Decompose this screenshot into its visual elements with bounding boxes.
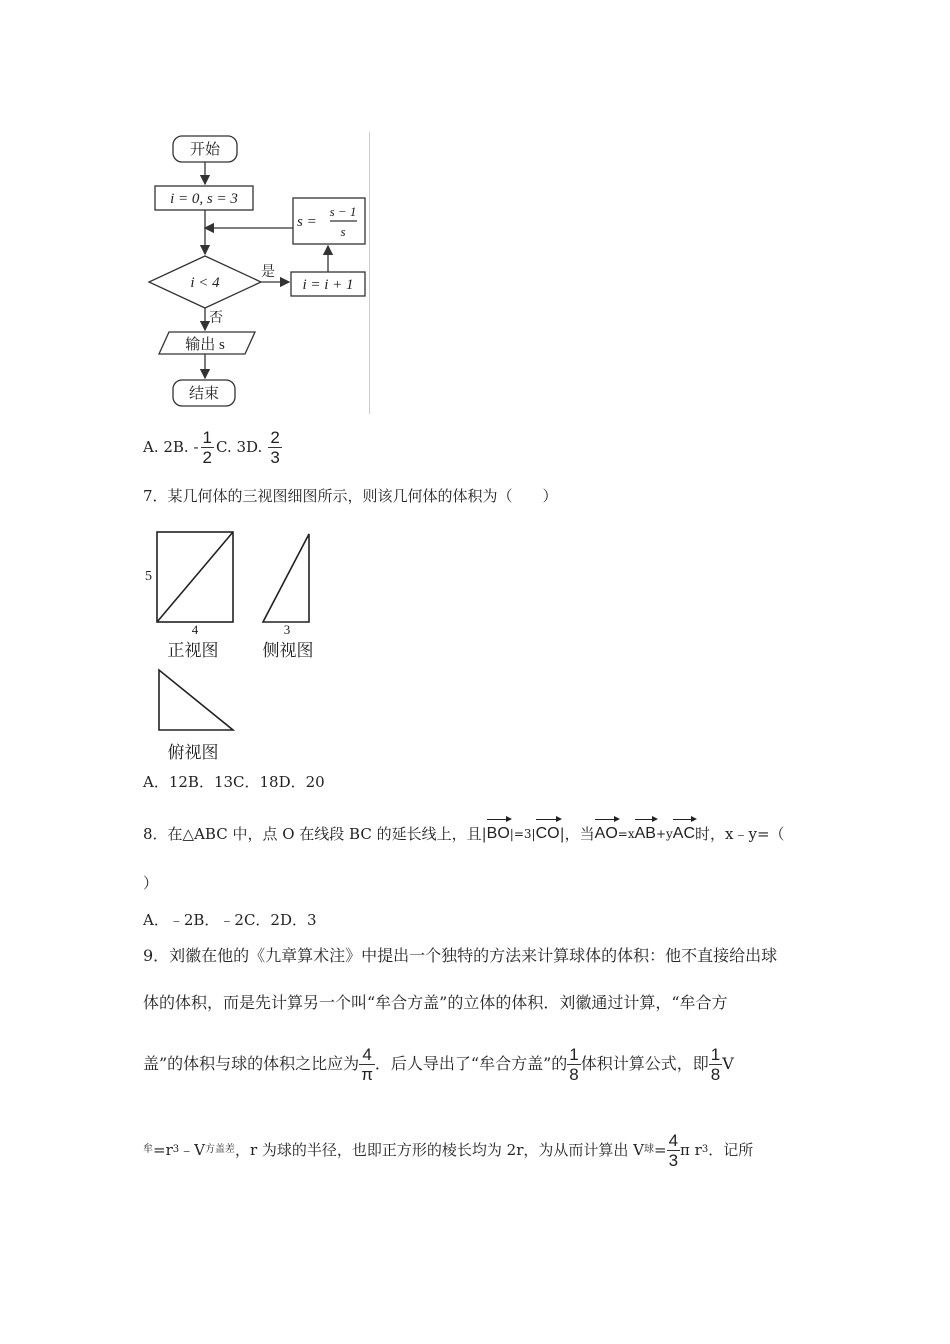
fraction-numerator: 1 [569, 1044, 579, 1064]
q6-option-c-d: C. 3D. [216, 438, 263, 456]
fraction-denominator: 8 [569, 1064, 579, 1084]
yes-label: 是 [261, 265, 275, 280]
ratio-fraction [359, 1045, 375, 1084]
q8-text: 8．在△ABC 中，点 O 在线段 BC 的延长线上，且| [143, 825, 487, 843]
subscript: 方盖差 [204, 1144, 235, 1155]
q9-text: 体积计算公式，即 [580, 1054, 709, 1073]
q9-text: =r [153, 1141, 173, 1159]
fraction-denominator: 2 [202, 447, 213, 467]
top-view-label: 俯视图 [167, 743, 219, 763]
vector-bo: BO [487, 816, 510, 844]
q6-fraction-b [201, 428, 214, 467]
update-denominator: s [340, 224, 346, 239]
fraction-denominator: 3 [270, 447, 280, 467]
fraction-numerator: 2 [270, 427, 280, 447]
q9-text: ﹣V [179, 1141, 205, 1159]
fraction-numerator: 4 [359, 1045, 375, 1065]
q9-text: ．后人导出了“牟合方盖”的 [374, 1054, 568, 1073]
one-eighth-fraction [567, 1045, 580, 1084]
q8-stem [143, 808, 785, 844]
q7-options: A．12B．13C．18D．20 [143, 773, 325, 791]
four-thirds-fraction [667, 1131, 680, 1170]
vector-co: CO [536, 816, 560, 844]
top-view-triangle [159, 670, 233, 730]
three-view-figure [143, 528, 313, 764]
subscript: 球 [644, 1144, 654, 1155]
q9-line-3 [143, 1040, 734, 1088]
update-numerator: s − 1 [329, 204, 357, 219]
start-label: 开始 [189, 142, 221, 158]
init-label: i = 0, s = 3 [170, 191, 238, 207]
q9-text: π r [680, 1141, 702, 1159]
q7-stem: 7．某几何体的三视图细图所示，则该几何体的体积为（ ） [143, 487, 558, 505]
side-view-triangle [263, 534, 309, 622]
q8-close: ） [143, 874, 159, 892]
q9-text: 盖”的体积与球的体积之比应为 [143, 1054, 360, 1073]
q8-text: +y [655, 827, 673, 841]
q9-text: V [722, 1054, 734, 1073]
fraction-numerator: 1 [202, 427, 213, 447]
update-lhs-label: s = [297, 214, 317, 230]
superscript: 3 [701, 1144, 709, 1155]
side-width-label: 3 [283, 622, 291, 637]
q9-line-1: 9．刘徽在他的《九章算术注》中提出一个独特的方法来计算球体的体积：他不直接给出球 [143, 946, 778, 965]
flowchart-figure [143, 132, 370, 414]
front-width-label: 4 [191, 622, 199, 637]
fraction-denominator: 8 [710, 1064, 721, 1084]
vector-ac: AC [673, 816, 695, 844]
increment-label: i = i + 1 [302, 277, 354, 293]
q9-line-4 [143, 1126, 753, 1174]
superscript: 3 [172, 1144, 180, 1155]
q8-text: 时，x﹣y=（ [695, 825, 785, 843]
flowchart-svg [143, 132, 369, 414]
q8-text: =x [617, 827, 635, 841]
three-view-svg [143, 528, 313, 764]
q6-fraction-d [268, 428, 281, 467]
q9-text: ．记所 [708, 1141, 754, 1159]
output-label: 输出 s [185, 337, 225, 353]
fraction-denominator: π [361, 1064, 373, 1084]
front-height-label: 5 [145, 569, 152, 584]
no-label: 否 [209, 311, 223, 326]
condition-label: i < 4 [190, 275, 220, 291]
vector-ao: AO [595, 816, 618, 844]
subscript: 牟 [143, 1144, 153, 1155]
fraction-numerator: 4 [668, 1130, 679, 1150]
vector-ab: AB [635, 816, 656, 844]
q6-options [143, 426, 282, 468]
q9-line-2: 体的体积，而是先计算另一个叫“牟合方盖”的立体的体积．刘徽通过计算，“牟合方 [143, 993, 728, 1012]
fraction-numerator: 1 [710, 1044, 721, 1064]
end-label: 结束 [188, 386, 220, 402]
q9-text: ，r 为球的半径，也即正方形的棱长均为 2r，为从而计算出 V [234, 1141, 644, 1159]
one-eighth-fraction-2 [709, 1045, 722, 1084]
q9-text: = [654, 1141, 667, 1159]
q6-option-a-b: A. 2B. - [143, 438, 199, 456]
q8-text: |=3| [509, 827, 536, 841]
q8-options: A．﹣2B．﹣2C．2D．3 [143, 911, 317, 929]
q8-text: |，当 [559, 825, 595, 843]
front-view-label: 正视图 [167, 641, 219, 661]
side-view-label: 侧视图 [262, 641, 313, 661]
fraction-denominator: 3 [668, 1150, 679, 1170]
